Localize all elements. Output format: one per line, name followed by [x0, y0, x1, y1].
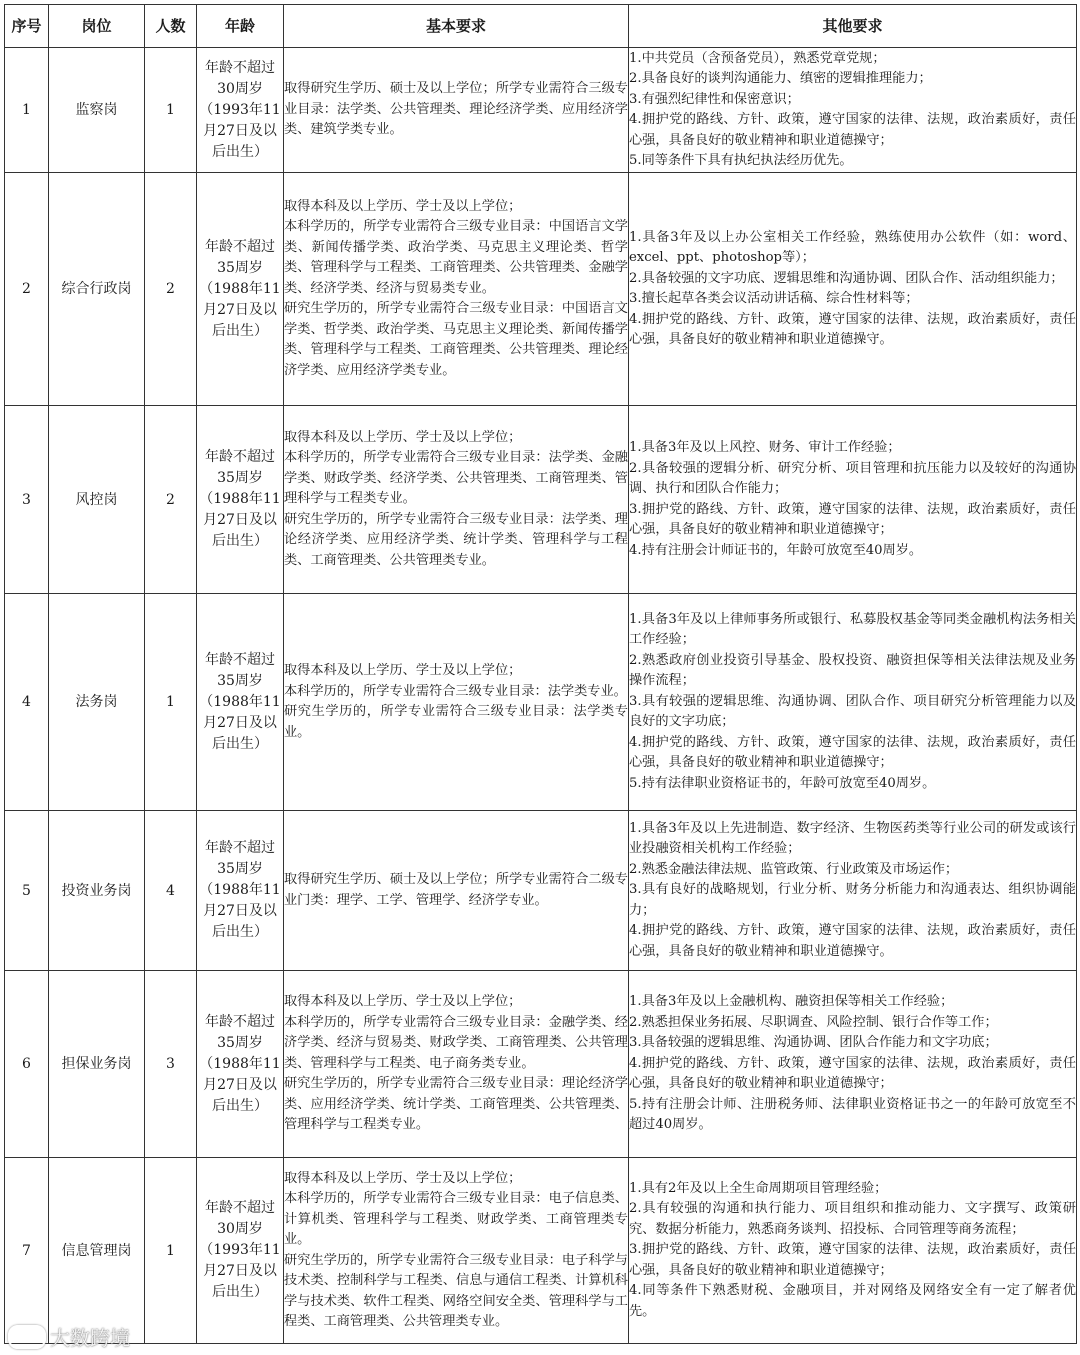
row-post: 担保业务岗 [49, 971, 145, 1158]
other-line: 1.具有2年及以上全生命周期项目管理经验； [629, 1180, 888, 1196]
other-line: 2.熟悉金融法律法规、监管政策、行业政策及市场运作； [629, 861, 959, 877]
row-other [629, 406, 1077, 594]
other-line: 2.熟悉政府创业投资引导基金、股权投资、融资担保等相关法律法规及业务操作流程； [629, 652, 1076, 689]
table-row [5, 811, 1077, 971]
other-line: 1.具备3年及以上办公室相关工作经验，熟练使用办公软件（如：word、excel、ppt、photoshop等）； [629, 229, 1076, 265]
header-basic: 基本要求 [284, 5, 629, 48]
row-count: 2 [145, 173, 197, 406]
basic-line: 本科学历的，所学专业需符合三级专业目录：电子信息类、计算机类、管理科学与工程类、财政学类、工商管理类专业。 [284, 1191, 628, 1247]
row-age: 年龄不超过35周岁（1988年11月27日及以后出生） [197, 971, 284, 1158]
row-age: 年龄不超过30周岁（1993年11月27日及以后出生） [197, 1158, 284, 1344]
row-age: 年龄不超过35周岁（1988年11月27日及以后出生） [197, 173, 284, 406]
header-num: 序号 [5, 5, 49, 48]
basic-line: 取得本科及以上学历、学士及以上学位； [284, 198, 522, 214]
row-post: 信息管理岗 [49, 1158, 145, 1344]
basic-line: 研究生学历的，所学专业需符合三级专业目录：法学类专业。 [284, 704, 628, 740]
row-other [629, 173, 1077, 406]
row-basic [284, 406, 629, 594]
row-other [629, 594, 1077, 811]
row-other [629, 1158, 1077, 1344]
basic-line: 取得本科及以上学历、学士及以上学位； [284, 994, 522, 1010]
watermark-logo-icon [8, 1325, 46, 1349]
basic-line: 研究生学历的，所学专业需符合三级专业目录：法学类、理论经济学类、应用经济学类、统计学类、管理科学与工程类、工商管理类、公共管理类专业。 [284, 511, 628, 568]
other-line: 4.拥护党的路线、方针、政策，遵守国家的法律、法规，政治素质好，责任心强，具备良好的敬业精神和职业道德操守； [629, 734, 1076, 771]
row-count: 3 [145, 971, 197, 1158]
header-age: 年龄 [197, 5, 284, 48]
table-row [5, 48, 1077, 173]
row-count: 1 [145, 594, 197, 811]
row-count: 2 [145, 406, 197, 594]
basic-line: 取得本科及以上学历、学士及以上学位； [284, 429, 522, 445]
recruitment-table [4, 4, 1077, 1344]
row-basic [284, 594, 629, 811]
other-line: 1.中共党员（含预备党员），熟悉党章党规； [629, 50, 886, 66]
table-row [5, 406, 1077, 594]
row-num: 7 [5, 1158, 49, 1344]
table-row [5, 594, 1077, 811]
basic-line: 取得本科及以上学历、学士及以上学位； [284, 663, 522, 678]
basic-line: 取得本科及以上学历、学士及以上学位； [284, 1170, 522, 1186]
header-count: 人数 [145, 5, 197, 48]
row-other [629, 971, 1077, 1158]
basic-line: 研究生学历的，所学专业需符合三级专业目录：中国语言文学类、哲学类、政治学类、马克思主义理论类、新闻传播学类、管理科学与工程类、工商管理类、公共管理类、理论经济学类、应用经济学类专业。 [284, 301, 628, 378]
row-post: 综合行政岗 [49, 173, 145, 406]
other-line: 4.拥护党的路线、方针、政策，遵守国家的法律、法规，政治素质好，责任心强，具备良好的敬业精神和职业道德操守； [629, 1055, 1076, 1092]
row-basic: 取得研究生学历、硕士及以上学位；所学专业需符合二级专业门类：理学、工学、管理学、经济学专业。 [284, 811, 629, 971]
other-line: 2.具备良好的谈判沟通能力、缜密的逻辑推理能力； [629, 71, 932, 86]
row-basic [284, 971, 629, 1158]
row-basic: 取得研究生学历、硕士及以上学位；所学专业需符合三级专业目录：法学类、公共管理类、理论经济学类、应用经济学类、建筑学类专业。 [284, 48, 629, 173]
other-line: 2.熟悉担保业务拓展、尽职调查、风险控制、银行合作等工作； [629, 1014, 998, 1030]
header-row [5, 5, 1077, 48]
basic-line: 本科学历的，所学专业需符合三级专业目录：法学类、金融学类、财政学类、经济学类、公共管理类、工商管理类、管理科学与工程类专业。 [284, 450, 628, 507]
row-post: 监察岗 [49, 48, 145, 173]
other-line: 2.具备较强的逻辑分析、研究分析、项目管理和抗压能力以及较好的沟通协调、执行和团队合作能力； [629, 460, 1076, 496]
basic-line: 本科学历的，所学专业需符合三级专业目录：法学类专业。 [284, 683, 627, 699]
row-other [629, 48, 1077, 173]
other-line: 1.具备3年及以上金融机构、融资担保等相关工作经验； [629, 994, 954, 1010]
other-line: 4.持有注册会计师证书的，年龄可放宽至40周岁。 [629, 542, 923, 558]
row-num: 5 [5, 811, 49, 971]
header-post: 岗位 [49, 5, 145, 48]
other-line: 3.拥护党的路线、方针、政策，遵守国家的法律、法规，政治素质好，责任心强，具备良好的敬业精神和职业道德操守； [629, 501, 1076, 537]
row-post: 投资业务岗 [49, 811, 145, 971]
row-num: 3 [5, 406, 49, 594]
other-line: 4.拥护党的路线、方针、政策，遵守国家的法律、法规，政治素质好，责任心强，具备良好的敬业精神和职业道德操守； [629, 112, 1076, 148]
other-line: 3.擅长起草各类会议活动讲话稿、综合性材料等； [629, 291, 919, 306]
row-age: 年龄不超过35周岁（1988年11月27日及以后出生） [197, 406, 284, 594]
other-line: 4.拥护党的路线、方针、政策，遵守国家的法律、法规，政治素质好，责任心强，具备良好的敬业精神和职业道德操守。 [629, 923, 1076, 959]
basic-line: 研究生学历的，所学专业需符合三级专业目录：理论经济学类、应用经济学类、统计学类、工商管理类、公共管理类、管理科学与工程类专业。 [284, 1076, 628, 1133]
table-row [5, 1158, 1077, 1344]
row-count: 4 [145, 811, 197, 971]
other-line: 5.同等条件下具有执纪执法经历优先。 [629, 153, 853, 168]
other-line: 5.持有法律职业资格证书的，年龄可放宽至40周岁。 [629, 775, 936, 791]
row-num: 1 [5, 48, 49, 173]
other-line: 1.具备3年及以上先进制造、数字经济、生物医药类等行业公司的研发或该行业投融资相关机构工作经验； [629, 820, 1076, 857]
row-num: 6 [5, 971, 49, 1158]
header-other: 其他要求 [629, 5, 1077, 48]
other-line: 3.具有较强的逻辑思维、沟通协调、团队合作、项目研究分析管理能力以及良好的文字功底； [629, 693, 1076, 730]
other-line: 5.持有注册会计师、注册税务师、法律职业资格证书之一的年龄可放宽至不超过40周岁。 [629, 1096, 1076, 1133]
other-line: 2.具备较强的文字功底、逻辑思维和沟通协调、团队合作、活动组织能力； [629, 270, 1064, 286]
other-line: 1.具备3年及以上风控、财务、审计工作经验； [629, 440, 901, 455]
watermark-text: 大数跨境 [50, 1326, 130, 1350]
other-line: 3.具有良好的战略规划，行业分析、财务分析能力和沟通表达、组织协调能力； [629, 882, 1076, 918]
other-line: 2.具有较强的沟通和执行能力、项目组织和推动能力、文字撰写、政策研究、数据分析能力，熟悉商务谈判、招投标、合同管理等商务流程； [629, 1201, 1076, 1237]
row-post: 风控岗 [49, 406, 145, 594]
row-age: 年龄不超过30周岁（1993年11月27日及以后出生） [197, 48, 284, 173]
table-body [5, 48, 1077, 1344]
watermark [8, 1322, 130, 1351]
row-num: 4 [5, 594, 49, 811]
basic-line: 本科学历的，所学专业需符合三级专业目录：中国语言文学类、新闻传播学类、政治学类、马克思主义理论类、哲学类、管理科学与工程类、工商管理类、公共管理类、金融学类、经济学类、经济与贸易类专业。 [284, 219, 628, 296]
row-age: 年龄不超过35周岁（1988年11月27日及以后出生） [197, 594, 284, 811]
other-line: 3.具备较强的逻辑思维、沟通协调、团队合作能力和文字功底； [629, 1035, 998, 1051]
other-line: 3.拥护党的路线、方针、政策，遵守国家的法律、法规，政治素质好，责任心强，具备良好的敬业精神和职业道德操守； [629, 1242, 1076, 1278]
basic-line: 本科学历的，所学专业需符合三级专业目录：金融学类、经济学类、经济与贸易类、财政学类、工商管理类、公共管理类、管理科学与工程类、电子商务类专业。 [284, 1014, 628, 1071]
row-other [629, 811, 1077, 971]
other-line: 1.具备3年及以上律师事务所或银行、私募股权基金等同类金融机构法务相关工作经验； [629, 611, 1076, 648]
table-row [5, 173, 1077, 406]
other-line: 3.有强烈纪律性和保密意识； [629, 91, 800, 107]
row-age: 年龄不超过35周岁（1988年11月27日及以后出生） [197, 811, 284, 971]
row-count: 1 [145, 1158, 197, 1344]
other-line: 4.拥护党的路线、方针、政策，遵守国家的法律、法规，政治素质好，责任心强，具备良好的敬业精神和职业道德操守。 [629, 311, 1076, 347]
table-row [5, 971, 1077, 1158]
row-basic [284, 173, 629, 406]
row-count: 1 [145, 48, 197, 173]
row-post: 法务岗 [49, 594, 145, 811]
row-num: 2 [5, 173, 49, 406]
other-line: 4.同等条件下熟悉财税、金融项目，并对网络及网络安全有一定了解者优先。 [629, 1283, 1076, 1319]
row-basic [284, 1158, 629, 1344]
basic-line: 研究生学历的，所学专业需符合三级专业目录：电子科学与技术类、控制科学与工程类、信息与通信工程类、计算机科学与技术类、软件工程类、网络空间安全类、管理科学与工程类、工商管理类、公共管理类专业。 [284, 1252, 628, 1329]
